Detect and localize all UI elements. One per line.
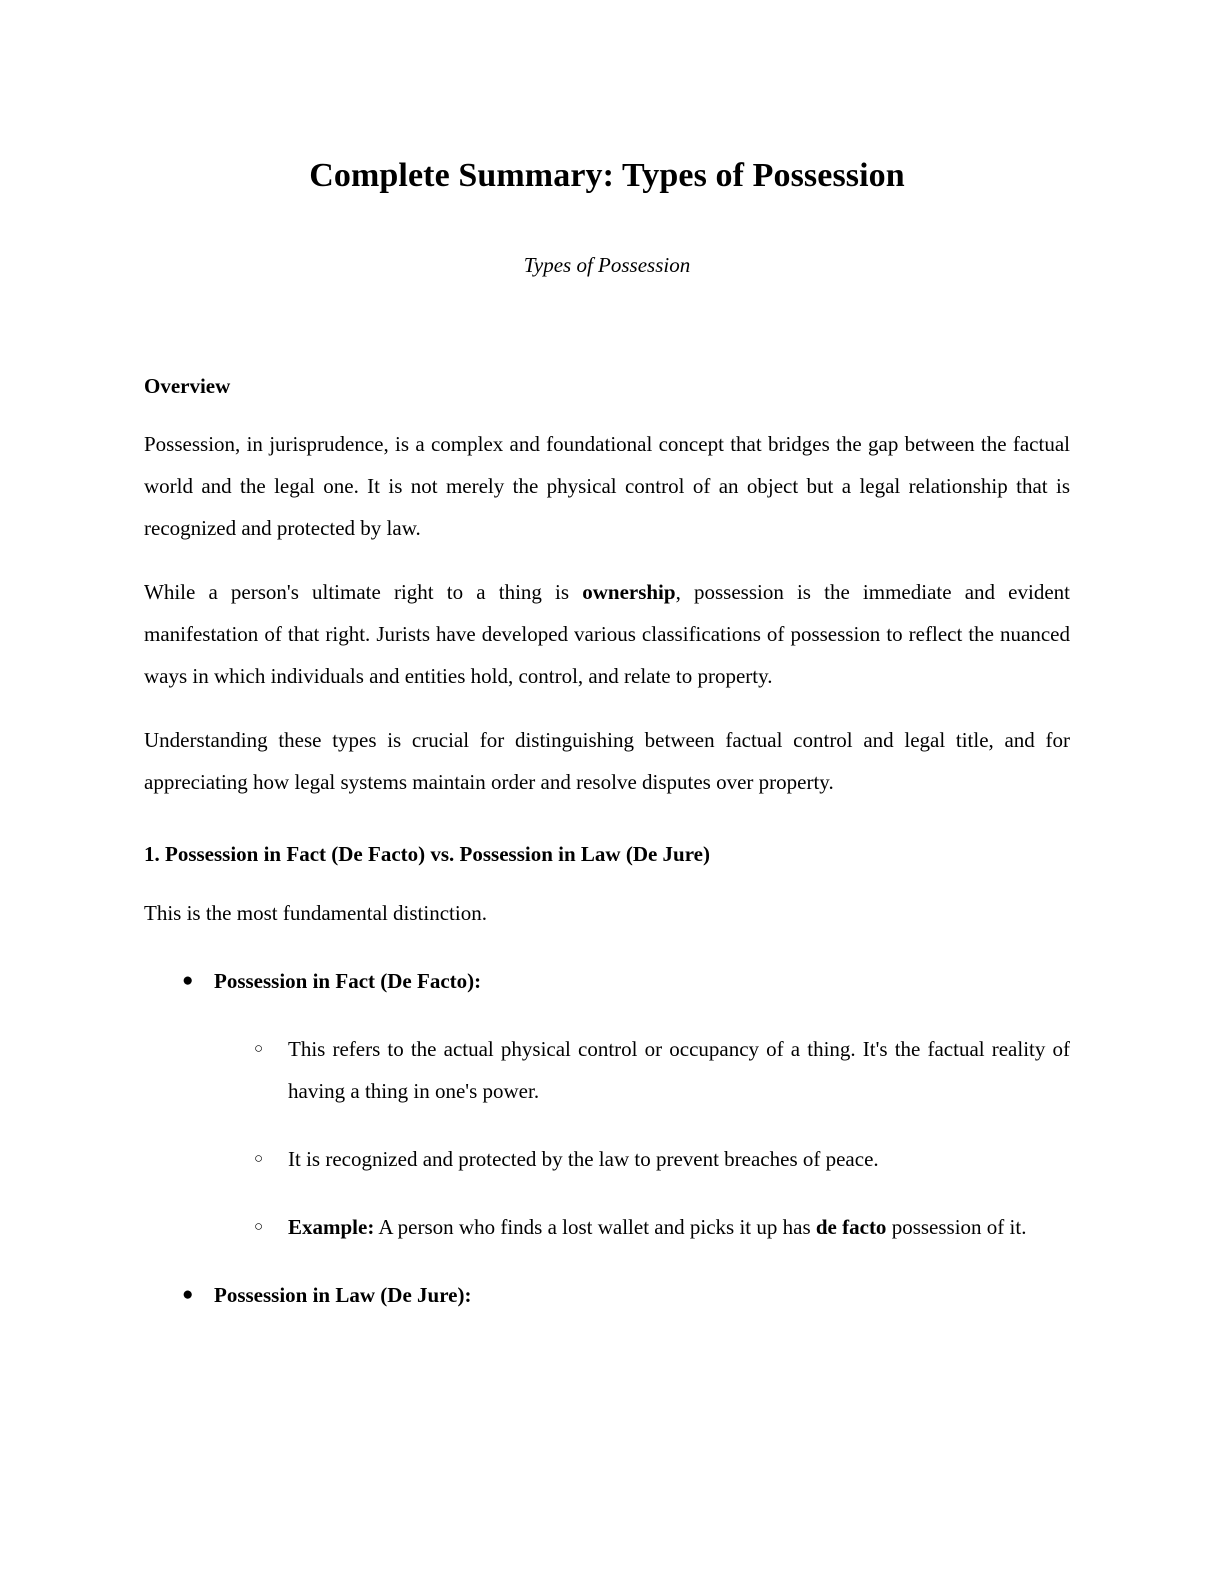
- section-1-heading: 1. Possession in Fact (De Facto) vs. Possession in Law (De Jure): [144, 842, 710, 867]
- section-1-intro: This is the most fundamental distinction.: [144, 900, 487, 925]
- spacer: [214, 1180, 1070, 1206]
- spacer: [144, 934, 1070, 960]
- list-item-label: Possession in Law (De Jure):: [214, 1282, 472, 1307]
- paragraph-text-segment: , possession is the immediate and evident manifestation of that right. Jurists have developed various classifications of possession to reflect the nuanced ways in which individuals and entities hold, control, and relate to property.: [144, 580, 1070, 689]
- spacer: [144, 549, 1070, 571]
- list-item: [144, 1274, 1070, 1316]
- emphasis-de-facto: de facto: [815, 1214, 887, 1239]
- spacer: [144, 803, 1070, 839]
- overview-paragraph-2: [144, 571, 1070, 697]
- spacer: [214, 1112, 1070, 1138]
- bullet-circle-icon: ○: [254, 1150, 264, 1167]
- spacer: [144, 401, 1070, 423]
- list-item-label: Possession in Fact (De Facto):: [214, 968, 482, 993]
- overview-heading: Overview: [144, 373, 231, 398]
- spacer: [144, 870, 1070, 892]
- list-item-text-segment: A person who finds a lost wallet and picks it up has: [374, 1214, 816, 1239]
- overview-paragraph-1: Possession, in jurisprudence, is a complex and foundational concept that bridges the gap between the factual world and the legal one. It is not merely the physical control of an object but a legal relationship that is recognized and protected by law.: [144, 432, 1070, 541]
- spacer: [214, 1248, 1070, 1274]
- overview-paragraph-3: Understanding these types is crucial for distinguishing between factual control and legal title, and for appreciating how legal systems maintain order and resolve disputes over property.: [144, 728, 1070, 795]
- bullet-disc-icon: ●: [182, 969, 194, 991]
- bullet-disc-icon: ●: [182, 1283, 194, 1305]
- example-label: Example:: [288, 1214, 375, 1239]
- paragraph-text-segment: While a person's ultimate right to a thing is: [144, 580, 583, 605]
- list-item: [214, 1206, 1070, 1248]
- page-title: Complete Summary: Types of Possession: [309, 157, 905, 194]
- bullet-circle-icon: ○: [254, 1040, 264, 1057]
- section-1-list: [144, 960, 1070, 1316]
- list-item-text: It is recognized and protected by the law to prevent breaches of peace.: [288, 1146, 879, 1171]
- list-item-text: This refers to the actual physical control or occupancy of a thing. It's the factual reality of having a thing in one's power.: [288, 1036, 1070, 1103]
- list-item: [144, 960, 1070, 1274]
- spacer: [144, 697, 1070, 719]
- list-item: [214, 1138, 1070, 1180]
- emphasis-ownership: ownership: [582, 580, 676, 605]
- document-subtitle: Types of Possession: [523, 252, 691, 277]
- spacer: [214, 1002, 1070, 1028]
- spacer: [144, 279, 1070, 371]
- sub-list: [214, 1028, 1070, 1248]
- list-item-text-segment: possession of it.: [886, 1214, 1027, 1239]
- bullet-circle-icon: ○: [254, 1218, 264, 1235]
- document-content: [144, 0, 1070, 1316]
- list-item: [214, 1028, 1070, 1112]
